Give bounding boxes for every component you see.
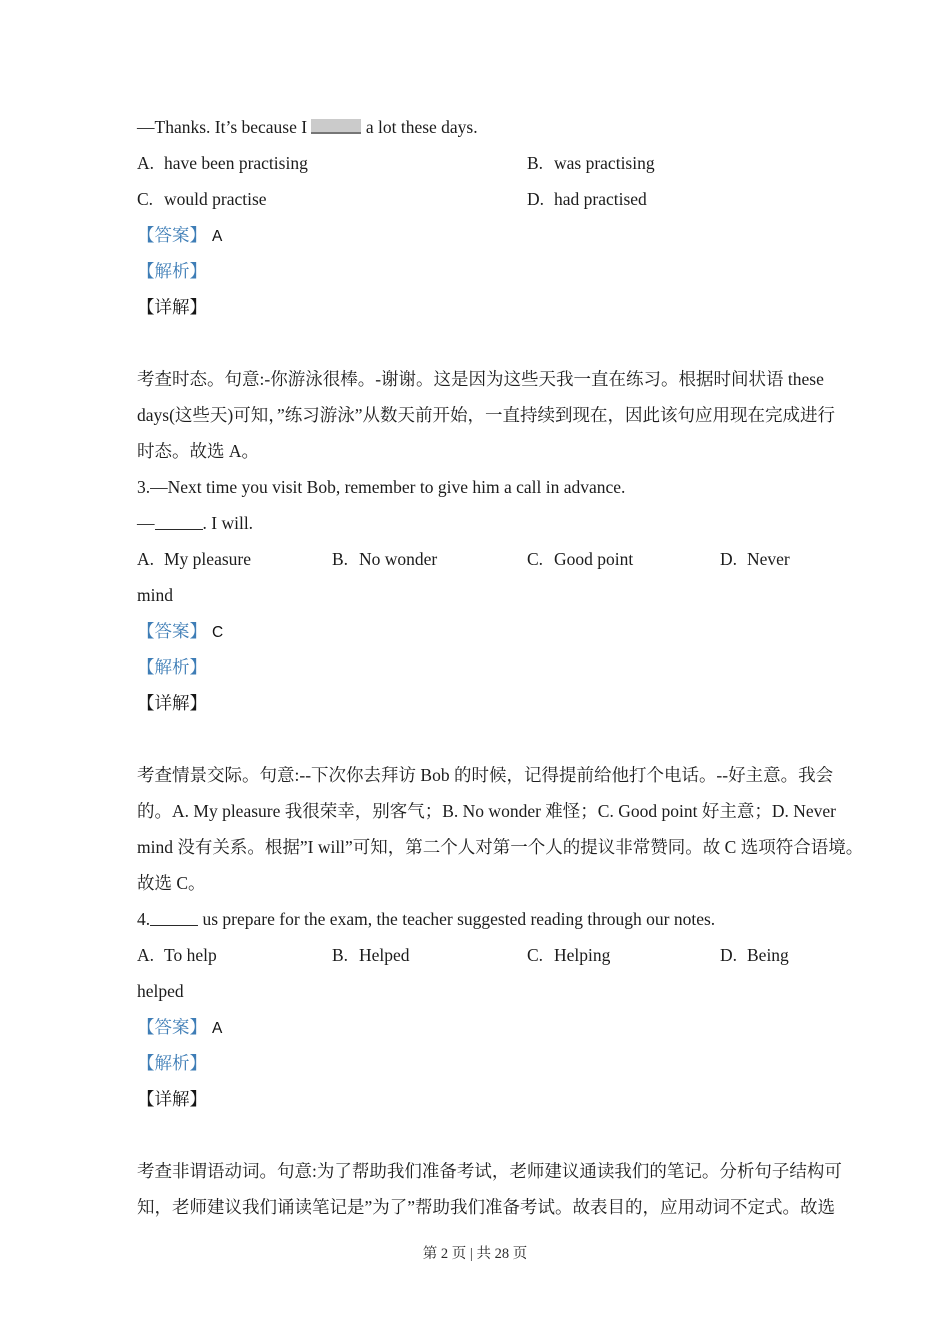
q2-option-d-text: had practised [554, 189, 647, 209]
q3-option-c-text: Good point [554, 549, 634, 569]
q2-options-row-2 [137, 181, 832, 217]
q3-answer-line [137, 613, 832, 649]
q4-answer-value: A [212, 1020, 223, 1037]
q2-option-b-text: was practising [554, 153, 655, 173]
q4-option-d [720, 937, 832, 973]
analysis-label: 【解析】 [137, 1053, 207, 1073]
q2-option-a [137, 145, 527, 181]
q4-option-a-text: To help [164, 945, 217, 965]
q3-explanation-line-3: mind 没有关系。根据”I will”可知，第二个人对第一个人的提议非常赞同。故 C 选项符合语境。 [137, 837, 864, 857]
q2-analysis-line [137, 253, 832, 289]
page-footer: 第 2 页 | 共 28 页 [422, 1246, 528, 1262]
q4-options-row [137, 937, 832, 973]
q3-detail-line [137, 685, 832, 721]
q4-option-b-letter: B. [332, 945, 349, 965]
q3-stem2-post: . I will. [202, 513, 254, 533]
q4-option-b [332, 937, 527, 973]
answer-label: 【答案】 [137, 225, 207, 245]
q4-detail-line [137, 1081, 832, 1117]
q4-option-c [527, 937, 720, 973]
q2-explanation-line-3: 时态。故选 A。 [137, 441, 260, 461]
q4-stem-number: 4. [137, 909, 151, 929]
q2-stem-pre: —Thanks. It’s because I [137, 117, 312, 137]
answer-label: 【答案】 [137, 621, 207, 641]
q4-stem-line [137, 901, 832, 937]
blank-line [137, 325, 832, 361]
q4-option-d-text: Being [747, 945, 789, 965]
q2-option-d-letter: D. [527, 189, 545, 209]
q4-option-c-text: Helping [554, 945, 611, 965]
q2-option-a-letter: A. [137, 153, 155, 173]
q3-option-d-wrap: mind [137, 585, 173, 605]
q3-stem-line-1: 3.—Next time you visit Bob, remember to give him a call in advance. [137, 477, 626, 497]
q3-option-b [332, 541, 527, 577]
q3-explanation-line-2: 的。A. My pleasure 我很荣幸，别客气；B. No wonder 难怪；C. Good point 好主意；D. Never [137, 801, 836, 821]
q2-option-c-text: would practise [164, 189, 267, 209]
q3-explanation-line-1: 考查情景交际。句意:--下次你去拜访 Bob 的时候，记得提前给他打个电话。--好主意。我会 [137, 765, 834, 785]
answer-label: 【答案】 [137, 1017, 207, 1037]
q2-answer-line [137, 217, 832, 253]
q3-option-a-letter: A. [137, 549, 155, 569]
q3-stem-line-2 [137, 505, 832, 541]
q4-fill-in-blank [150, 912, 198, 926]
q3-option-b-text: No wonder [359, 549, 438, 569]
q2-answer-value: A [212, 228, 223, 245]
blank-line [137, 1117, 832, 1153]
q4-stem-post: us prepare for the exam, the teacher suggested reading through our notes. [198, 909, 716, 929]
q4-option-d-wrap: helped [137, 981, 184, 1001]
q2-option-d [527, 181, 832, 217]
detail-label: 【详解】 [137, 297, 207, 317]
q2-fill-in-blank [311, 119, 361, 134]
q3-answer-value: C [212, 624, 224, 641]
q3-option-b-letter: B. [332, 549, 349, 569]
q3-stem2-dash: — [137, 513, 155, 533]
q4-option-a-letter: A. [137, 945, 155, 965]
q3-options-row [137, 541, 832, 577]
q2-options-row-1 [137, 145, 832, 181]
q2-stem-post: a lot these days. [361, 117, 478, 137]
q4-option-b-text: Helped [359, 945, 410, 965]
q3-option-d-text: Never [747, 549, 790, 569]
q3-option-c [527, 541, 720, 577]
q3-option-a-text: My pleasure [164, 549, 251, 569]
q3-option-a [137, 541, 332, 577]
blank-line [137, 721, 832, 757]
q3-fill-in-blank [155, 516, 203, 530]
q3-option-d-letter: D. [720, 549, 738, 569]
q3-analysis-line [137, 649, 832, 685]
q2-option-a-text: have been practising [164, 153, 308, 173]
q4-option-c-letter: C. [527, 945, 544, 965]
analysis-label: 【解析】 [137, 261, 207, 281]
q2-option-c-letter: C. [137, 189, 154, 209]
q3-option-d [720, 541, 832, 577]
q2-explanation-line-1: 考查时态。句意:-你游泳很棒。-谢谢。这是因为这些天我一直在练习。根据时间状语 these [137, 369, 824, 389]
q2-explanation-line-2: days(这些天)可知，”练习游泳”从数天前开始，一直持续到现在，因此该句应用现在完成进行 [137, 405, 836, 425]
q2-detail-line [137, 289, 832, 325]
q4-explanation-line-2: 知，老师建议我们诵读笔记是”为了”帮助我们准备考试。故表目的，应用动词不定式。故选 [137, 1197, 836, 1217]
q2-stem-line [137, 109, 832, 145]
q4-option-d-letter: D. [720, 945, 738, 965]
q2-option-b [527, 145, 832, 181]
q3-explanation-line-4: 故选 C。 [137, 873, 206, 893]
q2-option-c [137, 181, 527, 217]
q4-option-a [137, 937, 332, 973]
q2-option-b-letter: B. [527, 153, 544, 173]
q4-explanation-line-1: 考查非谓语动词。句意:为了帮助我们准备考试，老师建议通读我们的笔记。分析句子结构可 [137, 1161, 842, 1181]
q4-analysis-line [137, 1045, 832, 1081]
q3-option-c-letter: C. [527, 549, 544, 569]
q4-answer-line [137, 1009, 832, 1045]
detail-label: 【详解】 [137, 1089, 207, 1109]
analysis-label: 【解析】 [137, 657, 207, 677]
detail-label: 【详解】 [137, 693, 207, 713]
document-content [137, 109, 864, 1225]
